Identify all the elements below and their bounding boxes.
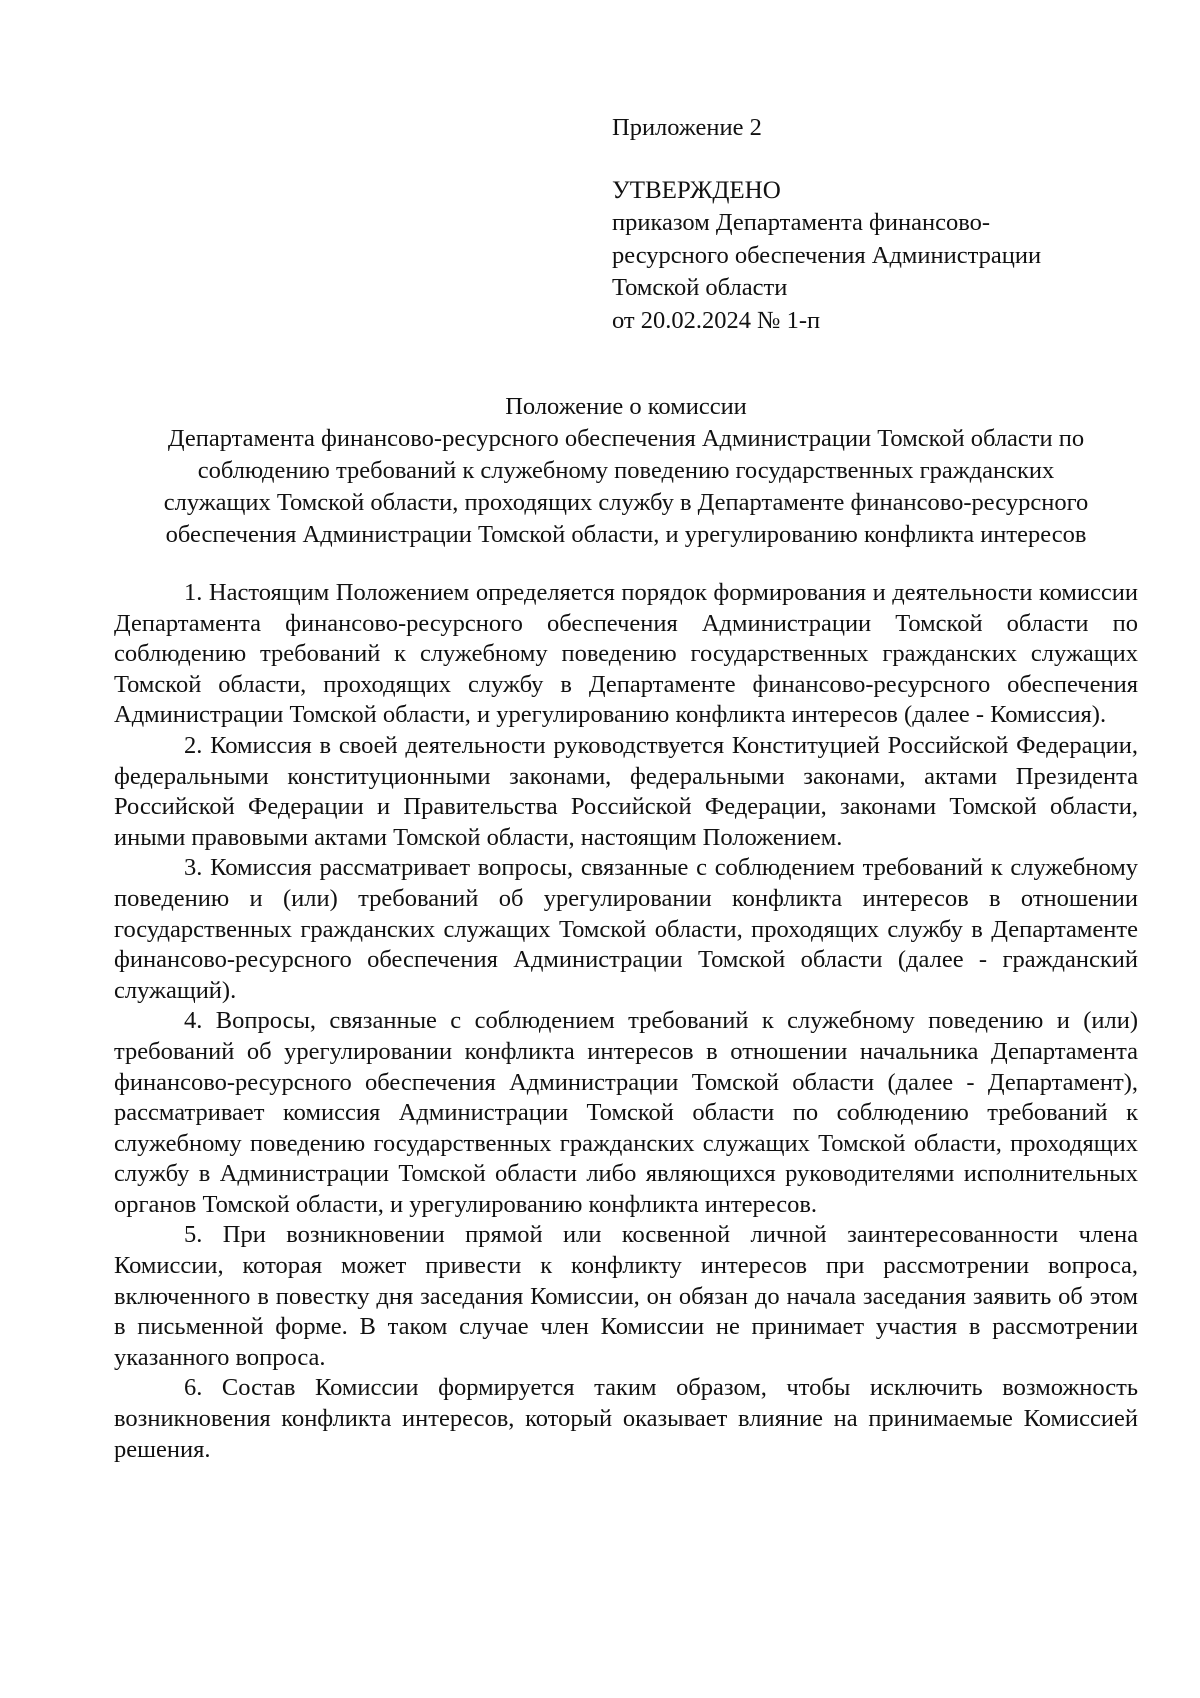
document-title bbox=[114, 391, 1138, 551]
document-body bbox=[114, 578, 1138, 1465]
paragraph-1: 1. Настоящим Положением определяется порядок формирования и деятельности комиссии Департамента финансово-ресурсного обеспечения Администрации Томской области по соблюдению требований к служебному поведению государственных гражданских служащих Томской области, проходящих службу в Департаменте финансово-ресурсного обеспечения Администрации Томской области, и урегулированию конфликта интересов (далее - Комиссия). bbox=[114, 579, 1138, 729]
approval-line: Томской области bbox=[612, 274, 788, 301]
approval-block bbox=[612, 112, 1132, 337]
title-line: обеспечения Администрации Томской области, и урегулированию конфликта интересов bbox=[165, 521, 1087, 548]
title-line: соблюдению требований к служебному поведению государственных гражданских bbox=[197, 457, 1055, 484]
paragraph-3: 3. Комиссия рассматривает вопросы, связанные с соблюдением требований к служебному поведению и (или) требований об урегулировании конфликта интересов в отношении государственных гражданских служащих Томской области, проходящих службу в Департаменте финансово-ресурсного обеспечения Администрации Томской области (далее - гражданский служащий). bbox=[114, 854, 1138, 1004]
approval-line: приказом Департамента финансово- bbox=[612, 209, 991, 236]
title-line: служащих Томской области, проходящих службу в Департаменте финансово-ресурсного bbox=[163, 489, 1089, 516]
title-line: Департамента финансово-ресурсного обеспечения Администрации Томской области по bbox=[167, 425, 1085, 452]
paragraph-2: 2. Комиссия в своей деятельности руководствуется Конституцией Российской Федерации, федеральными конституционными законами, федеральными законами, актами Президента Российской Федерации и Правительства Российской Федерации, законами Томской области, иными правовыми актами Томской области, настоящим Положением. bbox=[114, 731, 1138, 851]
paragraph-4: 4. Вопросы, связанные с соблюдением требований к служебному поведению и (или) требований об урегулировании конфликта интересов в отношении начальника Департамента финансово-ресурсного обеспечения Администрации Томской области (далее - Департамент), рассматривает комиссия Администрации Томской области по соблюдению требований к служебному поведению государственных гражданских служащих Томской области, проходящих службу в Администрации Томской области либо являющихся руководителями исполнительных органов Томской области, и урегулированию конфликта интересов. bbox=[114, 1007, 1138, 1218]
paragraph-5: 5. При возникновении прямой или косвенной личной заинтересованности члена Комиссии, которая может привести к конфликту интересов при рассмотрении вопроса, включенного в повестку дня заседания Комиссии, он обязан до начала заседания заявить об этом в письменной форме. В таком случае член Комиссии не принимает участия в рассмотрении указанного вопроса. bbox=[114, 1221, 1138, 1371]
approved-heading: УТВЕРЖДЕНО bbox=[612, 176, 781, 204]
approval-order-date: от 20.02.2024 № 1-п bbox=[612, 306, 821, 334]
appendix-label: Приложение 2 bbox=[612, 114, 762, 141]
paragraph-6: 6. Состав Комиссии формируется таким образом, чтобы исключить возможность возникновения конфликта интересов, который оказывает влияние на принимаемые Комиссией решения. bbox=[114, 1374, 1138, 1463]
approval-line: ресурсного обеспечения Администрации bbox=[612, 241, 1042, 269]
title-line: Положение о комиссии bbox=[505, 393, 747, 420]
